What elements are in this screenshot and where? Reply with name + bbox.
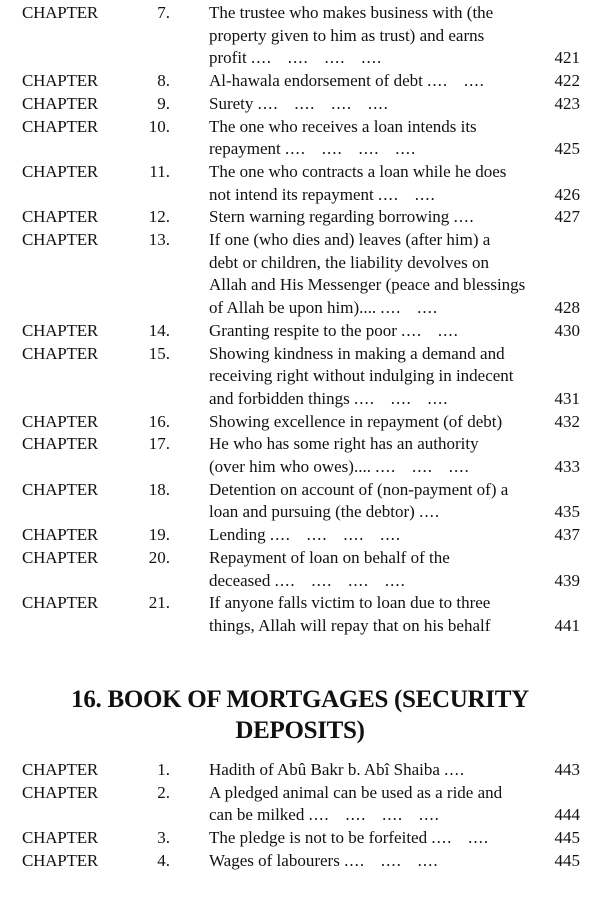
chapter-number: 15. <box>148 343 170 363</box>
toc-entry <box>0 479 600 524</box>
chapter-title <box>209 2 544 70</box>
chapter-number: 11. <box>149 161 170 181</box>
book-heading-line-1: 16. BOOK OF MORTGAGES (SECURITY <box>71 686 529 713</box>
chapter-label: CHAPTER <box>22 116 99 136</box>
leader-dots: .... .... .... .... <box>251 48 383 68</box>
leader-dots: .... .... <box>378 184 436 204</box>
chapter-title-text: If one (who dies and) leaves (after him) a <box>209 230 491 250</box>
chapter-label: CHAPTER <box>22 760 99 779</box>
chapter-title-line <box>209 782 544 805</box>
chapter-title-line <box>209 592 544 615</box>
chapter-title-text: receiving right without indulging in indecent <box>209 366 514 386</box>
leader-dots: .... <box>453 207 475 227</box>
chapter-title <box>209 850 544 873</box>
chapter-title-text: Hadith of Abû Bakr b. Abî Shaiba <box>209 760 440 779</box>
chapter-title-text: Al-hawala endorsement of debt <box>209 71 423 91</box>
chapter-title-text: loan and pursuing (the debtor) <box>209 502 415 522</box>
chapter-list-mortgages <box>0 759 600 873</box>
page-number: 439 <box>554 570 580 590</box>
page-number: 435 <box>554 502 580 522</box>
chapter-title-line <box>209 479 544 502</box>
page-number: 422 <box>554 71 580 91</box>
chapter-label: CHAPTER <box>22 593 99 613</box>
chapter-title-line <box>209 206 544 229</box>
chapter-title-line <box>209 116 544 139</box>
leader-dots: .... .... .... .... <box>308 805 440 825</box>
chapter-label: CHAPTER <box>22 547 99 567</box>
chapter-title-line <box>209 184 544 207</box>
chapter-title <box>209 524 544 547</box>
chapter-title-line <box>209 615 544 638</box>
chapter-title-text: property given to him as trust) and earns <box>209 25 485 45</box>
toc-entry <box>0 524 600 547</box>
chapter-title-text: deceased <box>209 570 271 590</box>
chapter-title-line <box>209 456 544 479</box>
chapter-label: CHAPTER <box>22 782 99 802</box>
chapter-title <box>209 547 544 592</box>
page-number: 445 <box>554 850 580 870</box>
page-number: 432 <box>554 411 580 431</box>
page-number: 437 <box>554 525 580 545</box>
chapter-title <box>209 70 544 93</box>
chapter-list-loans <box>0 2 600 638</box>
chapter-title-text: If anyone falls victim to loan due to three <box>209 593 491 613</box>
toc-entry <box>0 547 600 592</box>
toc-entry <box>0 229 600 320</box>
chapter-number: 1. <box>157 760 170 779</box>
page-number: 430 <box>554 320 580 340</box>
chapter-title-text: Stern warning regarding borrowing <box>209 207 450 227</box>
chapter-number: 19. <box>148 525 170 545</box>
chapter-label: CHAPTER <box>22 207 99 227</box>
chapter-label: CHAPTER <box>22 411 99 431</box>
chapter-title <box>209 116 544 161</box>
chapter-title <box>209 206 544 229</box>
chapter-title-text: (over him who owes).... <box>209 457 371 477</box>
chapter-label: CHAPTER <box>22 320 99 340</box>
leader-dots: .... <box>419 502 441 522</box>
toc-entry <box>0 592 600 637</box>
chapter-title-text: Repayment of loan on behalf of the <box>209 547 450 567</box>
chapter-title-line <box>209 804 544 827</box>
book-heading <box>0 684 600 746</box>
leader-dots: .... .... <box>431 828 490 848</box>
chapter-title-text: Lending <box>209 525 266 545</box>
chapter-title <box>209 343 544 411</box>
chapter-number: 9. <box>157 93 170 113</box>
chapter-number: 21. <box>148 593 170 613</box>
chapter-label: CHAPTER <box>22 93 99 113</box>
chapter-title-text: He who has some right has an authority <box>209 434 479 454</box>
chapter-title-line <box>209 2 544 25</box>
chapter-title-line <box>209 827 544 850</box>
toc-entry <box>0 850 600 873</box>
chapter-title-text: Showing kindness in making a demand and <box>209 343 505 363</box>
chapter-title-line <box>209 411 544 434</box>
chapter-title-text: The one who contracts a loan while he does <box>209 161 507 181</box>
chapter-number: 18. <box>148 479 170 499</box>
chapter-number: 20. <box>148 547 170 567</box>
chapter-title-line <box>209 25 544 48</box>
chapter-title-line <box>209 850 544 873</box>
chapter-title <box>209 827 544 850</box>
chapter-number: 13. <box>148 230 170 250</box>
chapter-title-text: Detention on account of (non-payment of) a <box>209 479 509 499</box>
chapter-number: 17. <box>148 434 170 454</box>
chapter-title-text: A pledged animal can be used as a ride and <box>209 782 503 802</box>
toc-entry <box>0 433 600 478</box>
chapter-title-text: Showing excellence in repayment (of debt) <box>209 411 503 431</box>
chapter-title-text: debt or children, the liability devolves on <box>209 252 489 272</box>
toc-entry <box>0 782 600 827</box>
leader-dots: .... .... .... <box>344 850 439 870</box>
chapter-title-line <box>209 759 544 782</box>
chapter-label: CHAPTER <box>22 343 99 363</box>
chapter-title-line <box>209 547 544 570</box>
chapter-title-text: of Allah be upon him).... <box>209 298 377 318</box>
toc-entry <box>0 343 600 411</box>
chapter-title-text: can be milked <box>209 805 305 825</box>
chapter-title <box>209 411 544 434</box>
leader-dots: .... .... <box>427 71 485 91</box>
chapter-label: CHAPTER <box>22 525 99 545</box>
chapter-title-text: Allah and His Messenger (peace and blessings <box>209 275 526 295</box>
chapter-label: CHAPTER <box>22 230 99 250</box>
chapter-title-line <box>209 524 544 547</box>
toc-entry <box>0 2 600 70</box>
chapter-title-line <box>209 343 544 366</box>
chapter-label: CHAPTER <box>22 71 99 91</box>
toc-entry <box>0 759 600 782</box>
chapter-label: CHAPTER <box>22 434 99 454</box>
chapter-title-text: The one who receives a loan intends its <box>209 116 477 136</box>
leader-dots: .... .... .... <box>353 388 449 408</box>
chapter-title-text: not intend its repayment <box>209 184 374 204</box>
page-number: 428 <box>554 298 580 318</box>
page-number: 433 <box>554 457 580 477</box>
chapter-title-line <box>209 274 544 297</box>
toc-entry <box>0 161 600 206</box>
chapter-title-text: Granting respite to the poor <box>209 320 397 340</box>
leader-dots: .... .... <box>380 298 439 318</box>
page-number: 427 <box>554 207 580 227</box>
chapter-label: CHAPTER <box>22 161 99 181</box>
toc-entry <box>0 320 600 343</box>
chapter-title-text: profit <box>209 48 247 68</box>
chapter-label: CHAPTER <box>22 3 99 22</box>
toc-entry <box>0 206 600 229</box>
leader-dots: .... .... .... .... <box>274 570 406 590</box>
page-number: 426 <box>554 184 580 204</box>
toc-entry <box>0 411 600 434</box>
chapter-title <box>209 93 544 116</box>
toc-entry <box>0 116 600 161</box>
chapter-title-text: repayment <box>209 139 281 159</box>
chapter-number: 14. <box>148 320 170 340</box>
chapter-title <box>209 759 544 782</box>
chapter-number: 16. <box>148 411 170 431</box>
chapter-title-line <box>209 47 544 70</box>
chapter-title <box>209 592 544 637</box>
page-number: 445 <box>554 828 580 848</box>
chapter-title-line <box>209 229 544 252</box>
chapter-title <box>209 433 544 478</box>
chapter-title <box>209 229 544 320</box>
leader-dots: .... .... .... .... <box>285 139 417 159</box>
leader-dots: .... .... .... <box>375 457 470 477</box>
book-heading-line-2: DEPOSITS) <box>235 717 365 744</box>
chapter-label: CHAPTER <box>22 828 99 848</box>
page-number: 423 <box>554 93 580 113</box>
chapter-title <box>209 782 544 827</box>
chapter-title-text: and forbidden things <box>209 388 350 408</box>
chapter-number: 8. <box>157 71 170 91</box>
chapter-number: 3. <box>157 828 170 848</box>
chapter-title-line <box>209 365 544 388</box>
page-number: 441 <box>554 615 580 635</box>
chapter-title-text: The trustee who makes business with (the <box>209 3 494 22</box>
chapter-title-text: Wages of labourers <box>209 850 340 870</box>
chapter-number: 7. <box>157 3 170 22</box>
chapter-label: CHAPTER <box>22 850 99 870</box>
chapter-label: CHAPTER <box>22 479 99 499</box>
toc-entry <box>0 827 600 850</box>
leader-dots: .... .... .... .... <box>269 525 402 545</box>
chapter-title-text: Surety <box>209 93 254 113</box>
chapter-title-line <box>209 388 544 411</box>
page-number: 431 <box>554 388 580 408</box>
chapter-title <box>209 479 544 524</box>
leader-dots: .... .... .... .... <box>257 93 389 113</box>
chapter-title-line <box>209 297 544 320</box>
chapter-number: 12. <box>148 207 170 227</box>
page-number: 443 <box>554 760 580 779</box>
page-number: 425 <box>554 139 580 159</box>
chapter-number: 4. <box>157 850 170 870</box>
leader-dots: .... <box>444 760 466 779</box>
chapter-title-line <box>209 501 544 524</box>
leader-dots: .... .... <box>401 320 459 340</box>
chapter-title-line <box>209 138 544 161</box>
chapter-title <box>209 320 544 343</box>
toc-entry <box>0 93 600 116</box>
chapter-number: 10. <box>148 116 170 136</box>
chapter-title-line <box>209 70 544 93</box>
chapter-title-text: things, Allah will repay that on his behalf <box>209 615 491 635</box>
chapter-title <box>209 161 544 206</box>
chapter-title-line <box>209 161 544 184</box>
toc-entry <box>0 70 600 93</box>
page-number: 421 <box>554 48 580 68</box>
chapter-title-text: The pledge is not to be forfeited <box>209 828 428 848</box>
page-number: 444 <box>554 805 580 825</box>
chapter-title-line <box>209 93 544 116</box>
chapter-number: 2. <box>157 782 170 802</box>
chapter-title-line <box>209 252 544 275</box>
chapter-title-line <box>209 320 544 343</box>
chapter-title-line <box>209 433 544 456</box>
chapter-title-line <box>209 570 544 593</box>
